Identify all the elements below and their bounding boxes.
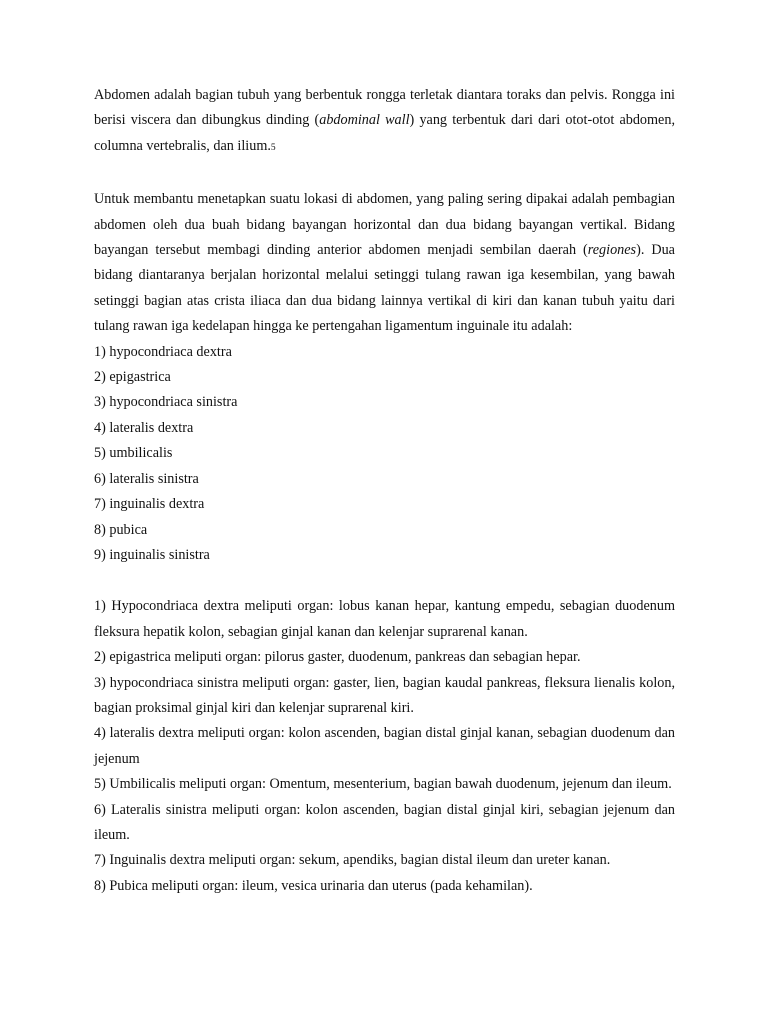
region-description: 6) Lateralis sinistra meliputi organ: kolon ascenden, bagian distal ginjal kiri, sebagian jejenum dan ileum. <box>94 801 675 843</box>
region-item: 7) inguinalis dextra <box>94 496 205 513</box>
paragraph-abdomen-definition <box>94 83 675 161</box>
region-description: 8) Pubica meliputi organ: ileum, vesica urinaria dan uterus (pada kehamilan). <box>94 877 533 894</box>
region-item: 8) pubica <box>94 521 148 538</box>
document-body <box>94 83 675 899</box>
region-description: 4) lateralis dextra meliputi organ: kolon ascenden, bagian distal ginjal kanan, sebagian duodenum dan jejenum <box>94 725 675 767</box>
paragraph-gap <box>94 161 675 187</box>
paragraph-abdomen-division <box>94 187 675 339</box>
reference-number: 5 <box>270 142 276 153</box>
region-item: 5) umbilicalis <box>94 445 173 462</box>
region-organ-descriptions <box>94 594 675 899</box>
paragraph-text: ) yang terbentuk dari dari otot-otot abdomen, columna vertebralis, dan ilium. <box>94 112 675 154</box>
region-description: 1) Hypocondriaca dextra meliputi organ: lobus kanan hepar, kantung empedu, sebagian duodenum fleksura hepatik kolon, sebagian ginjal kanan dan kelenjar suprarenal kanan. <box>94 598 675 640</box>
region-item: 4) lateralis dextra <box>94 419 194 436</box>
region-item: 2) epigastrica <box>94 369 171 386</box>
region-item: 1) hypocondriaca dextra <box>94 343 232 360</box>
paragraph-text: ). Dua bidang diantaranya berjalan horizontal melalui setinggi tulang rawan iga kesembilan, yang bawah setinggi bagian atas crista iliaca dan dua bidang lainnya vertikal di kiri dan kanan tubuh yaitu dari tulang rawan iga kedelapan hingga ke pertengahan ligamentum inguinale itu adalah: <box>94 242 675 335</box>
region-description: 7) Inguinalis dextra meliputi organ: sekum, apendiks, bagian distal ileum dan ureter kanan. <box>94 852 611 869</box>
region-item: 6) lateralis sinistra <box>94 470 199 487</box>
region-list <box>94 340 675 569</box>
paragraph-gap <box>94 568 675 594</box>
paragraph-text: Abdomen adalah bagian tubuh yang berbentuk rongga terletak diantara toraks dan pelvis. Rongga ini berisi viscera dan dibungkus dinding ( <box>94 87 675 129</box>
region-description: 5) Umbilicalis meliputi organ: Omentum, mesenterium, bagian bawah duodenum, jejenum dan ileum. <box>94 776 672 793</box>
italic-term: abdominal wall <box>319 112 410 129</box>
region-description: 3) hypocondriaca sinistra meliputi organ: gaster, lien, bagian kaudal pankreas, fleksura lienalis kolon, bagian proksimal ginjal kiri dan kelenjar suprarenal kiri. <box>94 674 675 716</box>
region-item: 9) inguinalis sinistra <box>94 546 210 563</box>
region-item: 3) hypocondriaca sinistra <box>94 394 238 411</box>
region-description: 2) epigastrica meliputi organ: pilorus gaster, duodenum, pankreas dan sebagian hepar. <box>94 649 581 666</box>
paragraph-text: Untuk membantu menetapkan suatu lokasi di abdomen, yang paling sering dipakai adalah pembagian abdomen oleh dua buah bidang bayangan horizontal dan dua bidang bayangan vertikal. Bidang bayangan tersebut membagi dinding anterior abdomen menjadi sembilan daerah ( <box>94 191 675 259</box>
italic-term: regiones <box>587 242 637 259</box>
